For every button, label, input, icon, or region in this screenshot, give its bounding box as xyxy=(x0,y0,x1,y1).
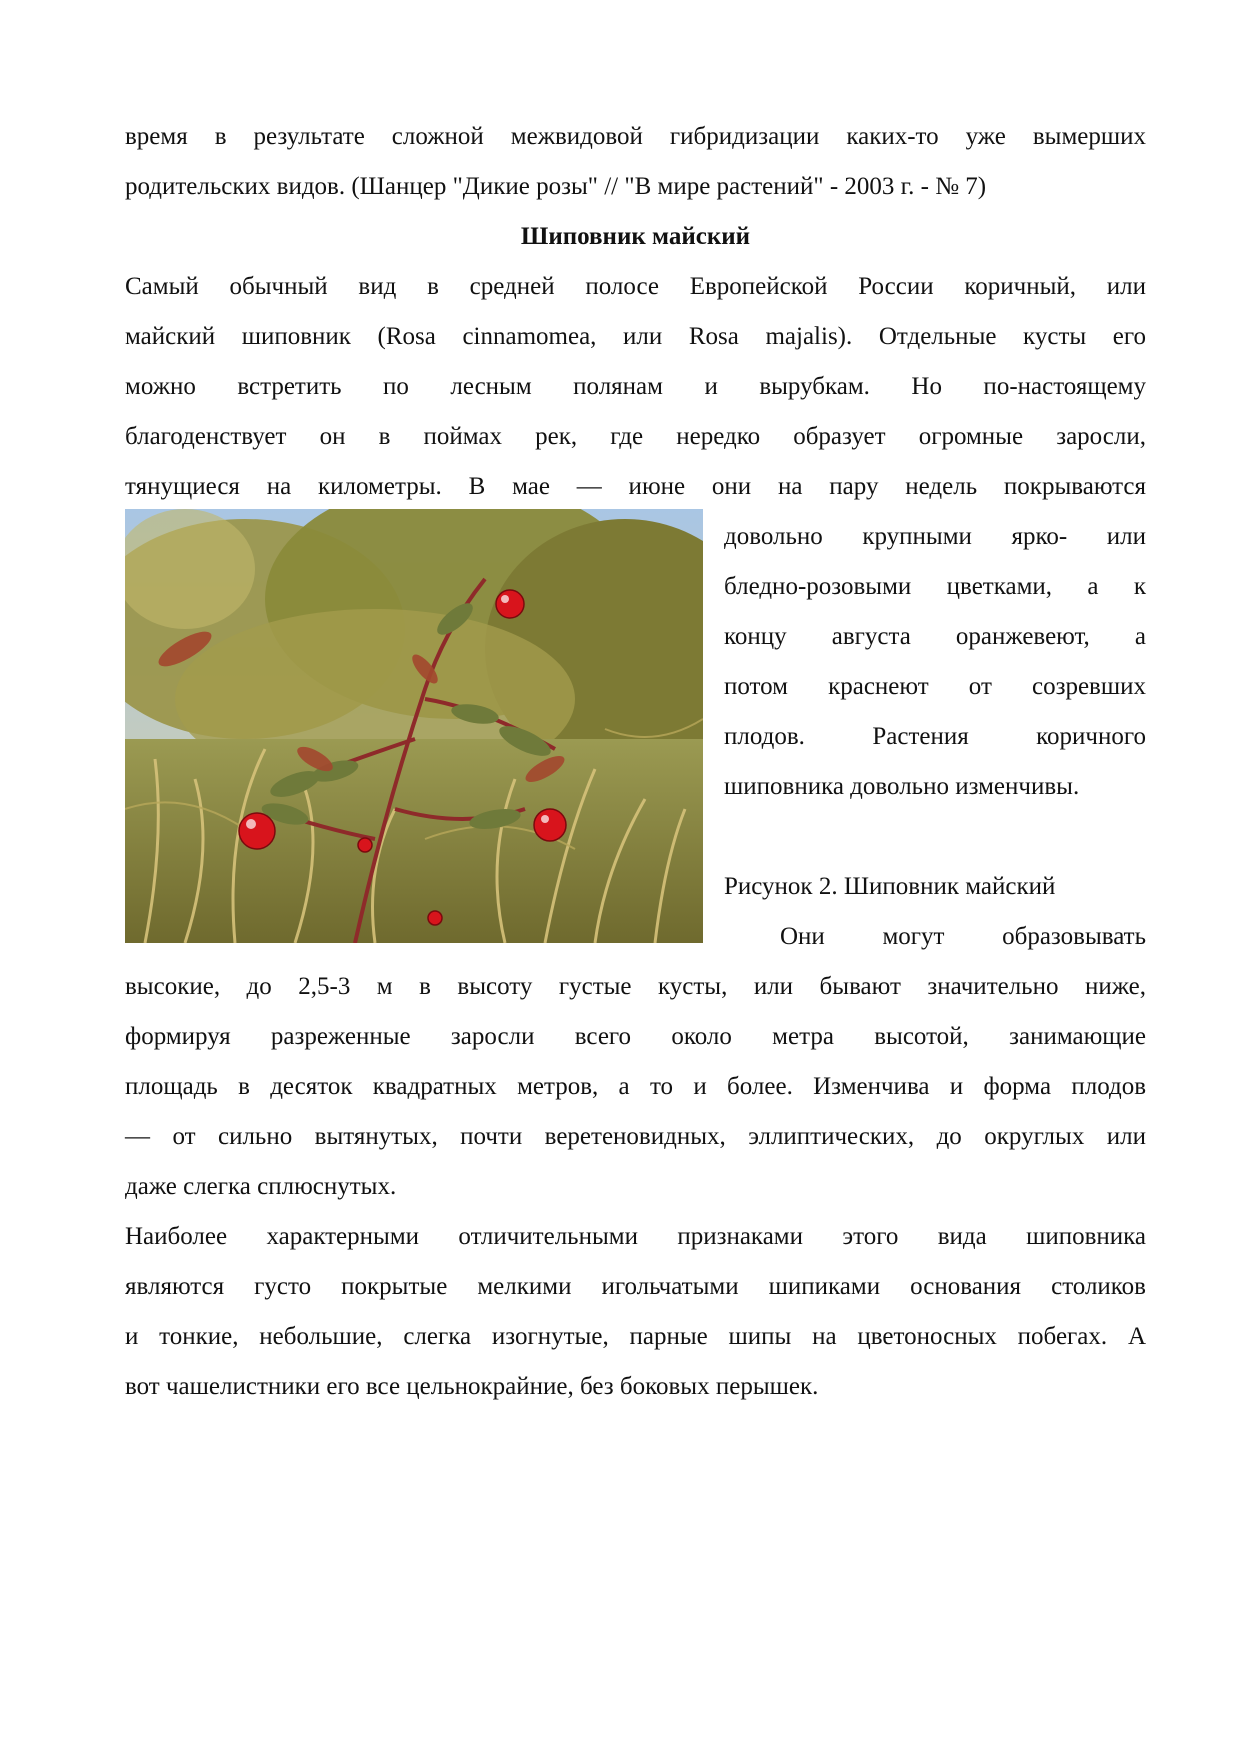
text-line: бледно-розовыми цветками, а к xyxy=(724,573,1146,600)
wrap-text xyxy=(724,512,1146,812)
text-line: даже слегка сплюснутых. xyxy=(125,1173,397,1200)
text-line: время в результате сложной межвидовой гибридизации каких-то уже вымерших xyxy=(125,123,1146,150)
paragraph-2 xyxy=(125,962,1146,1212)
text-line: площадь в десяток квадратных метров, а то и более. Изменчива и форма плодов xyxy=(125,1073,1146,1100)
rosehip-photo xyxy=(125,509,703,943)
text-line: Наиболее характерными отличительными признаками этого вида шиповника xyxy=(125,1223,1146,1250)
text-line: шиповника довольно изменчивы. xyxy=(724,773,1080,800)
text-line: Они могут образовывать xyxy=(780,923,1146,950)
intro-paragraph xyxy=(125,112,1146,212)
text-line: родительских видов. (Шанцер "Дикие розы" // "В мире растений" - 2003 г. - № 7) xyxy=(125,173,987,200)
text-line: потом краснеют от созревших xyxy=(724,673,1146,700)
text-line: — от сильно вытянутых, почти веретеновидных, эллиптических, до округлых или xyxy=(125,1123,1146,1150)
text-line: формируя разреженные заросли всего около метра высотой, занимающие xyxy=(125,1023,1146,1050)
heading-text: Шиповник майский xyxy=(520,223,751,250)
text-line: высокие, до 2,5-3 м в высоту густые кусты, или бывают значительно ниже, xyxy=(125,973,1146,1000)
paragraph-2-start xyxy=(780,912,1146,962)
text-line: концу августа оранжевеют, а xyxy=(724,623,1146,650)
text-line: довольно крупными ярко- или xyxy=(724,523,1146,550)
text-line: можно встретить по лесным полянам и вырубкам. Но по-настоящему xyxy=(125,373,1146,400)
text-line: и тонкие, небольшие, слегка изогнутые, парные шипы на цветоносных побегах. А xyxy=(125,1323,1146,1350)
text-line: вот чашелистники его все цельнокрайние, без боковых перышек. xyxy=(125,1373,819,1400)
figure-caption xyxy=(724,862,1146,912)
text-line: благоденствует он в поймах рек, где нередко образует огромные заросли, xyxy=(125,423,1146,450)
text-line: тянущиеся на километры. В мае — июне они на пару недель покрываются xyxy=(125,473,1146,500)
section-heading xyxy=(125,212,1146,262)
paragraph-1 xyxy=(125,262,1146,512)
text-line: Самый обычный вид в средней полосе Европейской России коричный, или xyxy=(125,273,1146,300)
paragraph-3 xyxy=(125,1212,1146,1412)
caption-text: Рисунок 2. Шиповник майский xyxy=(724,873,1056,900)
text-line: майский шиповник (Rosa cinnamomea, или Rosa majalis). Отдельные кусты его xyxy=(125,323,1146,350)
text-line: плодов. Растения коричного xyxy=(724,723,1146,750)
text-line: являются густо покрытые мелкими игольчатыми шипиками основания столиков xyxy=(125,1273,1146,1300)
